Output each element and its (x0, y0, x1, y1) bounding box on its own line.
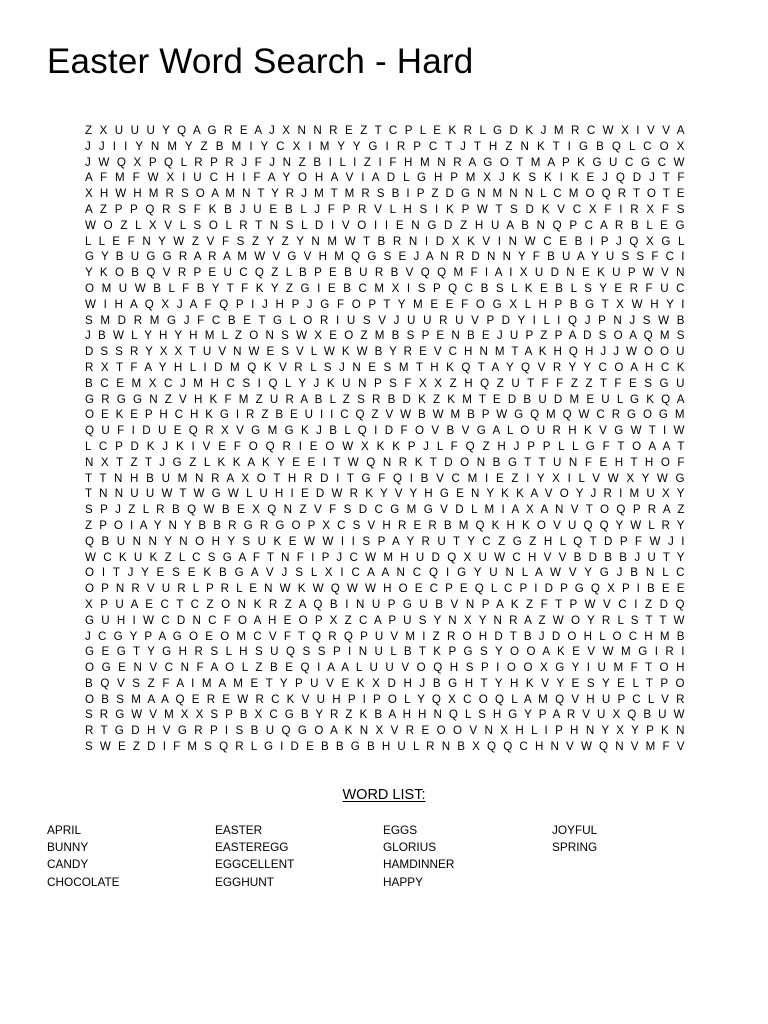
grid-row: O M U W B L F B Y T F K Y Z G I E B C M X I S P Q C B S L K E B L S Y E R F U C (85, 281, 685, 295)
grid-row: G Y B U G G R A R A M W V G V H M Q G S E J A N R D N N Y F B U A Y U S S F C I (85, 250, 685, 264)
grid-row: A Z P P Q R S F K B J U E B L J F P R V L H S I K P W T S D K V C X F I R X F S (85, 202, 685, 216)
grid-row: S M D R M G J F C B E T G L O R I U S V J U U R U V P D Y I L I Q J P N J S W B (85, 313, 685, 327)
word-column (552, 822, 712, 856)
word-item: APRIL (47, 823, 82, 837)
grid-row: O B S M A A Q E R E W R C K V U H P I P O L Y Q X C O Q L A M Q V H U P C L V R (85, 692, 685, 706)
grid-row: O E K E P H C H K G I R Z B E U I I C Q Z V W B W M B P W G Q M Q W C R G O G M (85, 408, 685, 422)
grid-row: O P N R V U R L P R L E N W K W Q W W H O E C P E Q L C P I D P G Q X P I B E E (85, 582, 685, 596)
grid-row: S P J Z L R B Q W B E X Q N Z V F S D C G M G V D L M I A X A N V T O Q P R A Z (85, 503, 685, 517)
grid-row: A F M F W X I U C H I F A Y O H A V I A D L G H P M X J K S K I K E J Q D J T F (85, 171, 685, 185)
word-item: EASTER (215, 823, 263, 837)
word-item: EGGS (383, 823, 418, 837)
grid-row: O G E N V C N F A O L Z B E Q I A A L U U V O Q H S P I O O X G Y I U M F T O H (85, 661, 685, 675)
grid-row: W O Z L X V L S O L R T N S L D I V O I I E N G D Z H U A B N Q P C A R B L E G (85, 218, 685, 232)
word-item: BUNNY (47, 840, 89, 855)
grid-row: R T G D H V G R P I S B U Q G O A K N X V R E O O V N X H L I P H N Y X Y P K N (85, 724, 685, 738)
grid-row: Q B U N N Y N O H Y S U K E W W I I S P A Y R U T Y C Z G Z H L Q T D P F W J I (85, 534, 685, 548)
grid-row: B C E M X C J M H C S I Q L Y J K U N P S F X X Z H Q Z U T F F Z Z T F E S G U (85, 376, 685, 390)
grid-row: X H W H M R S O A M N T Y R J M T M R S B I P Z D G N M N N L C M O Q R T O T E (85, 187, 685, 201)
word-item: JOYFUL (552, 823, 598, 837)
grid-row: Z P O I A Y N Y B B R G R G O P X C S V H R E R B M Q K H K O V U Q Q Y W L R Y (85, 518, 685, 532)
grid-row: D S S R Y X X T U V N W E S V L W K W B Y R E V C H N M T A K H Q H J J W O O U (85, 345, 685, 359)
word-item: CANDY (47, 857, 89, 872)
word-item: HAPPY (383, 874, 423, 889)
grid-row: J W Q X P Q L R P R J F J N Z B I L I Z I F H M N R A G O T M A P K G U C G C W (85, 155, 685, 169)
grid-row: T N N U U W T W G W L U H I E D W R K Y V Y H G E N Y K K A V O Y J R I M U X Y (85, 487, 685, 501)
grid-row: R X T F A Y H L I D M Q K V R L S J N E S M T H K Q T A Y Q V R Y Y C O A H C K (85, 360, 685, 374)
grid-row: L L E F N Y W Z V F S Z Y Z Y N M W T B R N I D X K V I N W C E B I P J Q X G L (85, 234, 685, 248)
word-item: EASTEREGG (215, 840, 289, 855)
word-column (383, 822, 543, 891)
letter-grid (85, 123, 685, 755)
grid-row: S R G W V M X X S P B X C G B Y R Z K B A H H N Q L S H G Y P A R V U X Q B U W (85, 708, 685, 722)
word-item: GLORIUS (383, 840, 437, 855)
grid-row: X P U A E C T C Z O N K R Z A Q B I N U P G U B V N P A K Z F T P W V C I Z D Q (85, 597, 685, 611)
grid-row: T T N H B U M N R A X O T H R D I T G F Q I B V C M I E Z I Y X I L V W X Y W G (85, 471, 685, 485)
word-list (47, 822, 747, 902)
grid-row: O I T J Y E S E K B G A V J S L X I C A A N C Q I G Y U N L A W V Y G J B N L C (85, 566, 685, 580)
grid-row: Q U F I D U E Q R X V G M G K J B L Q I D F O V B V G A L O U R H K V G W T I W (85, 424, 685, 438)
grid-row: L C P D K J K I V E F O Q R I E O W X K K P J L F Q Z H J P P L L G F T O A A T (85, 439, 685, 453)
word-item: CHOCOLATE (47, 874, 120, 889)
grid-row: J B W L Y H Y H M L Z O N S W X E O Z M B S P E N B E J U P Z P A D S O A Q M S (85, 329, 685, 343)
word-item: EGGHUNT (215, 874, 274, 889)
grid-row: W C K U K Z L C S G A F T N F I P J C W M H U D Q X U W C H V V B D B B J U T Y (85, 550, 685, 564)
grid-row: J J I I Y N M Y Z B M I Y C X I M Y Y G I R P C T J T H Z N K T I G B Q L C O X (85, 139, 685, 153)
grid-row: W I H A Q X J A F Q P I J H P J G F O P T Y M E E F O G X L H P B G T X W H Y I (85, 297, 685, 311)
grid-row: G R G G N Z V H K F M Z U R A B L Z S R B D K Z K M T E D B U D M E U L G K Q A (85, 392, 685, 406)
word-item: SPRING (552, 840, 598, 855)
page-title: Easter Word Search - Hard (47, 42, 474, 81)
grid-row: Y K O B Q V R P E U C Q Z L B P E B U R B V Q Q M F I A I X U D N E K U P W V N (85, 266, 685, 280)
word-column (47, 822, 207, 891)
grid-row: Z X U U U Y Q A G R E A J X N N R E Z T C P L E K R L G D K J M R C W X I V V A (85, 124, 685, 137)
grid-row: S W E Z D I F M S Q R L G I D E B B G B H U L R N B X Q Q C H N V W Q N V M F V (85, 740, 685, 754)
grid-row: N X T Z T J G Z L K K A K Y E E I T W Q N R K T D O N B G T T U N F E H T H O F (85, 455, 685, 469)
word-item: HAMDINNER (383, 857, 455, 872)
word-item: EGGCELLENT (215, 857, 295, 872)
grid-row: G E G T Y G H R S L H S U Q S S P I N U L B T K P G S Y O O A K E V W M G I R I (85, 645, 685, 659)
grid-row: B Q V S Z F A I M A M E T Y P U V E K X D H J B G H T Y H K V Y E S Y E L T P O (85, 676, 685, 690)
word-list-heading: WORD LIST: (342, 787, 426, 803)
word-column (215, 822, 375, 891)
grid-row: J C G Y P A G O E O M C V F T Q R Q P U V M I Z R O H D T B J D O H L O C H M B (85, 629, 685, 643)
grid-row: G U H I W C D N C F O A H E O P X Z C A P U S Y N X Y N R A Z W O Y R L S T T W (85, 613, 685, 627)
